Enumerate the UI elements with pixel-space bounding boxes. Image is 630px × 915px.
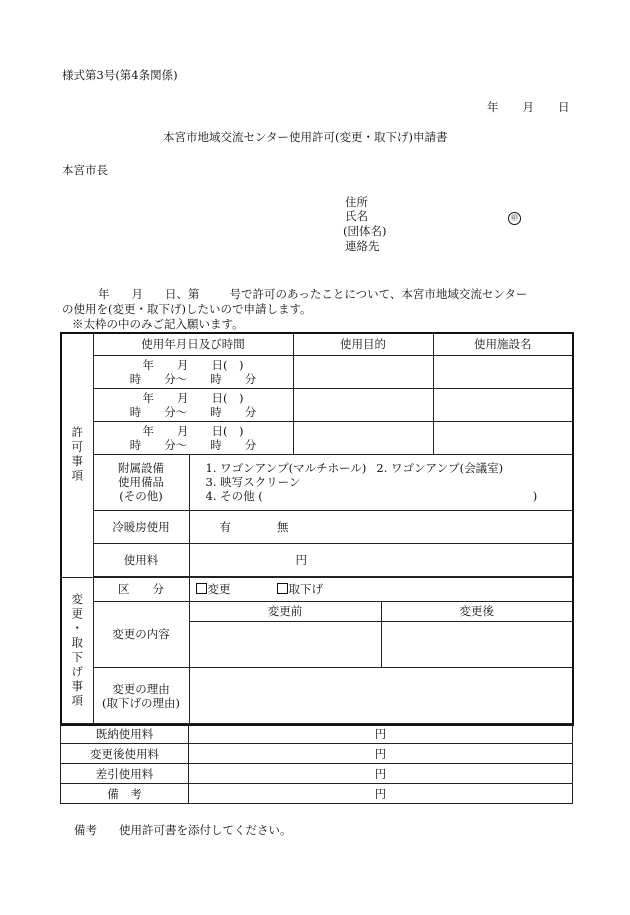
body-line-1: 年 月 日、第 号で許可のあったことについて、本宮市地域交流センター — [98, 287, 528, 301]
fee-summary-label: 備 考 — [61, 784, 189, 804]
header-facility: 使用施設名 — [433, 333, 573, 355]
header-before: 変更前 — [189, 601, 381, 621]
instruction-note: ※太枠の中のみご記入願います。 — [72, 317, 244, 331]
date-day: 日 — [558, 100, 570, 114]
type-label: 区 分 — [93, 577, 189, 601]
usage-purpose-2[interactable] — [293, 388, 433, 421]
usage-facility-3[interactable] — [433, 421, 573, 454]
application-table — [60, 332, 574, 726]
equipment-options[interactable]: 1. ワゴンアンプ(マルチホール) 2. ワゴンアンプ(会議室) 3. 映写スクリーン 4. その他 ( ) — [189, 454, 573, 510]
date-line — [487, 99, 570, 115]
change-reason-label: 変更の理由 (取下げの理由) — [93, 667, 189, 725]
form-number: 様式第3号(第4条関係) — [62, 68, 178, 82]
fee-value[interactable]: 円 — [189, 543, 573, 576]
date-year: 年 — [487, 100, 499, 114]
aircon-no[interactable]: 無 — [277, 519, 289, 534]
document-title: 本宮市地域交流センター使用許可(変更・取下げ)申請書 — [163, 130, 448, 144]
permit-section-label: 許可事項 — [61, 333, 93, 577]
usage-datetime-3[interactable]: 年 月 日( ) 時 分〜 時 分 — [93, 421, 293, 454]
footnote-text: 使用許可書を添付してください。 — [119, 823, 292, 837]
equipment-option-2[interactable]: 2. ワゴンアンプ(会議室) — [376, 461, 504, 475]
usage-purpose-1[interactable] — [293, 355, 433, 388]
equipment-option-4[interactable]: 4. その他 ( — [205, 489, 263, 503]
usage-facility-1[interactable] — [433, 355, 573, 388]
header-purpose: 使用目的 — [293, 333, 433, 355]
aircon-label: 冷暖房使用 — [93, 510, 189, 543]
fee-summary-value[interactable]: 円 — [189, 744, 573, 764]
withdraw-checkbox[interactable] — [277, 583, 288, 594]
usage-purpose-3[interactable] — [293, 421, 433, 454]
equipment-label: 附属設備 使用備品 (その他) — [93, 454, 189, 510]
change-before-field[interactable] — [189, 621, 381, 667]
date-month: 月 — [522, 100, 534, 114]
applicant-address-label: 住所 — [345, 195, 368, 209]
footnote-label: 備考 — [74, 823, 97, 837]
addressee: 本宮市長 — [62, 163, 108, 177]
aircon-yes[interactable]: 有 — [219, 519, 231, 534]
fee-summary-value[interactable]: 円 — [189, 724, 573, 744]
seal-mark: ㊞ — [508, 209, 521, 225]
usage-facility-2[interactable] — [433, 388, 573, 421]
footnote — [74, 822, 292, 838]
usage-datetime-2[interactable]: 年 月 日( ) 時 分〜 時 分 — [93, 388, 293, 421]
header-datetime: 使用年月日及び時間 — [93, 333, 293, 355]
type-options[interactable]: 変更 取下げ — [189, 577, 573, 601]
change-checkbox[interactable] — [196, 583, 207, 594]
fee-summary-value[interactable]: 円 — [189, 784, 573, 804]
usage-datetime-1[interactable]: 年 月 日( ) 時 分〜 時 分 — [93, 355, 293, 388]
fee-label: 使用料 — [93, 543, 189, 576]
applicant-contact-label: 連絡先 — [345, 239, 380, 253]
body-line-2: の使用を(変更・取下げ)したいので申請します。 — [62, 302, 312, 316]
aircon-options[interactable] — [189, 510, 573, 543]
change-after-field[interactable] — [381, 621, 573, 667]
equipment-option-1[interactable]: 1. ワゴンアンプ(マルチホール) — [205, 461, 367, 475]
header-after: 変更後 — [381, 601, 573, 621]
equipment-option-3[interactable]: 3. 映写スクリーン — [205, 475, 301, 489]
applicant-group-label: (団体名) — [343, 224, 387, 238]
change-section-label: 変更・取下げ事項 — [61, 577, 93, 725]
change-reason-field[interactable] — [189, 667, 573, 725]
fee-summary-label: 変更後使用料 — [61, 744, 189, 764]
fee-summary-table — [60, 723, 573, 804]
fee-summary-label: 既納使用料 — [61, 724, 189, 744]
applicant-name-label: 氏名 — [345, 209, 368, 223]
fee-summary-value[interactable]: 円 — [189, 764, 573, 784]
fee-summary-label: 差引使用料 — [61, 764, 189, 784]
change-content-label: 変更の内容 — [93, 601, 189, 667]
